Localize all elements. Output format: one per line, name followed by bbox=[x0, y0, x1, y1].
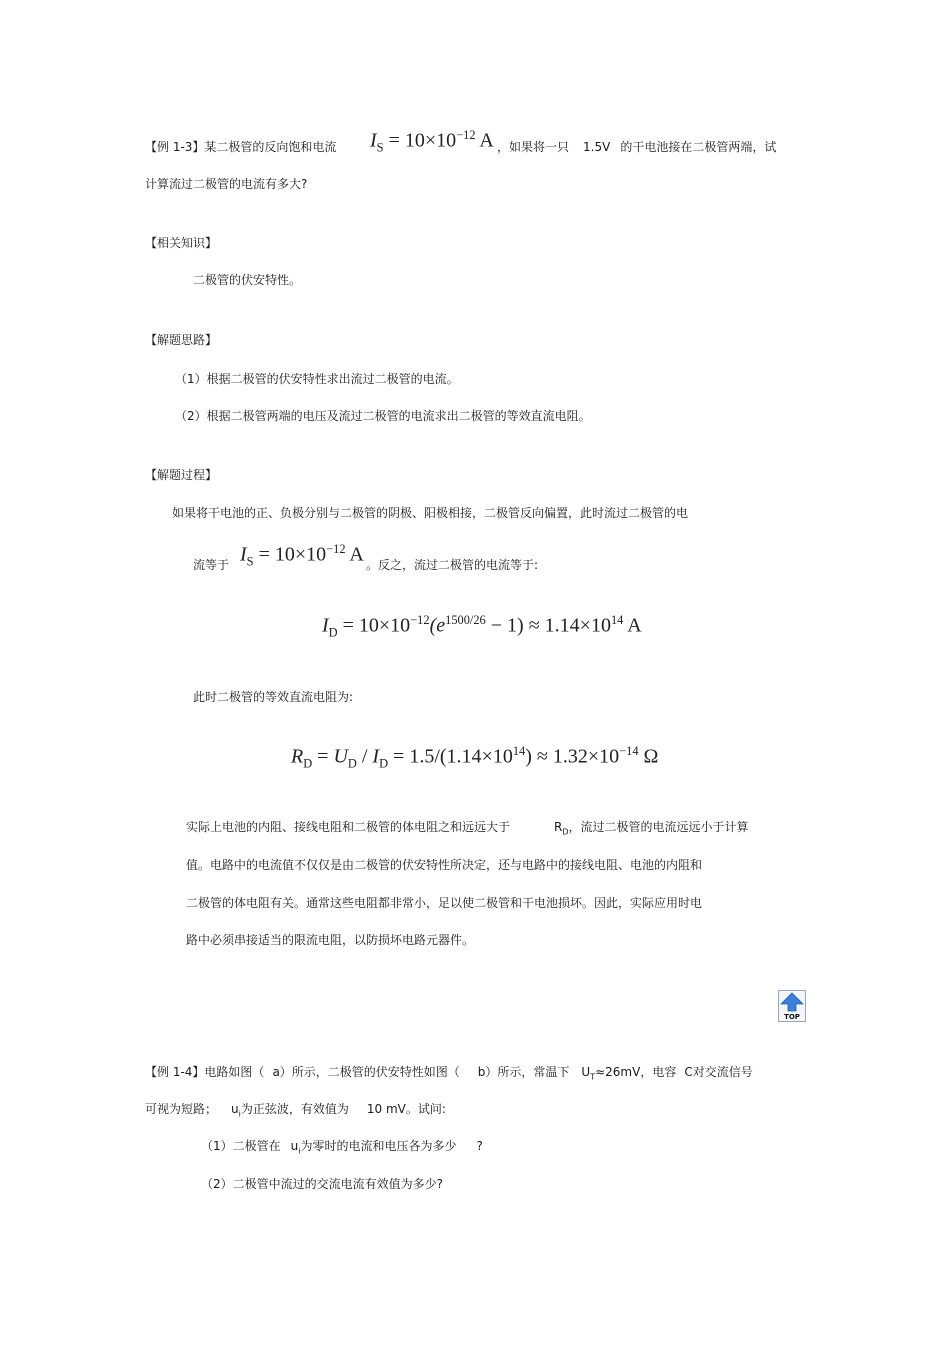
approach-step-1: （1）根据二极管的伏安特性求出流过二极管的电流。 bbox=[175, 372, 459, 386]
question-text: 的干电池接在二极管两端，试 bbox=[620, 140, 777, 154]
knowledge-text: 二极管的伏安特性。 bbox=[193, 273, 302, 287]
input-voltage-subscript: i bbox=[238, 1109, 241, 1119]
paragraph-text: 实际上电池的内阻、接线电阻和二极管的体电阻之和远远大于 bbox=[186, 820, 511, 834]
paragraph-line-2: 值。电路中的电流值不仅仅是由二极管的伏安特性所决定，还与电路中的接线电阻、电池的内阻和 bbox=[186, 858, 703, 872]
question-text: 某二极管的反向饱和电流 bbox=[204, 140, 337, 154]
process-line-2b: 。反之，流过二极管的电流等于: bbox=[366, 558, 539, 572]
formula-rhs: = 10×10 bbox=[342, 614, 411, 637]
paragraph-line-3: 二极管的体电阻有关。通常这些电阻都非常小，足以使二极管和干电池损坏。因此，实际应用时电 bbox=[186, 896, 703, 910]
formula-symbol: I bbox=[240, 543, 247, 566]
paragraph-line-1 bbox=[186, 819, 749, 840]
reverse-current-formula bbox=[240, 542, 364, 570]
example-1-3-title: 【例 1-3】 bbox=[145, 140, 205, 154]
top-label: TOP bbox=[784, 1013, 800, 1021]
resistance-symbol: R bbox=[554, 820, 563, 834]
formula-rhs: = 10×10 bbox=[388, 129, 457, 152]
formula-exponent: −12 bbox=[456, 128, 476, 142]
formula-symbol: R bbox=[291, 745, 304, 768]
question-text: 可视为短路； bbox=[145, 1102, 218, 1116]
approach-step-2: （2）根据二极管两端的电压及流过二极管的电流求出二极管的等效直流电阻。 bbox=[175, 409, 591, 423]
thermal-voltage-subscript: T bbox=[590, 1072, 596, 1082]
formula-result: − 1) ≈ 1.14×10 bbox=[485, 614, 611, 637]
approach-heading: 【解题思路】 bbox=[145, 333, 218, 347]
formula-exponent: 14 bbox=[512, 744, 526, 758]
process-line-2a: 流等于 bbox=[193, 558, 230, 572]
formula-subscript: S bbox=[376, 140, 384, 155]
formula-unit: A bbox=[623, 614, 642, 637]
question-text: b）所示，常温下 bbox=[477, 1065, 570, 1079]
formula-symbol: I bbox=[370, 129, 377, 152]
diode-current-formula bbox=[322, 613, 642, 641]
process-line-1: 如果将干电池的正、负极分别与二极管的阴极、阳极相接，二极管反向偏置，此时流过二极管的电 bbox=[172, 506, 689, 520]
formula-subscript: D bbox=[347, 756, 357, 771]
question-text: 电路如图（ bbox=[204, 1065, 265, 1079]
process-heading: 【解题过程】 bbox=[145, 468, 218, 482]
question-line-2: 计算流过二极管的电流有多大? bbox=[145, 177, 308, 191]
example-1-4-question-2: （2）二极管中流过的交流电流有效值为多少? bbox=[201, 1177, 444, 1191]
knowledge-heading: 【相关知识】 bbox=[145, 236, 218, 250]
thermal-voltage-symbol: U bbox=[581, 1065, 591, 1079]
resistance-intro: 此时二极管的等效直流电阻为: bbox=[193, 690, 354, 704]
formula-subscript: D bbox=[379, 756, 389, 771]
question-text: a）所示，二极管的伏安特性如图（ bbox=[272, 1065, 460, 1079]
formula-divide: / bbox=[361, 745, 368, 768]
question-text: ≈26mV，电容 bbox=[595, 1065, 677, 1079]
formula-symbol: U bbox=[333, 745, 348, 768]
question-text: （1）二极管在 bbox=[201, 1139, 281, 1153]
input-voltage-symbol: u bbox=[231, 1102, 239, 1116]
formula-subscript: D bbox=[328, 625, 338, 640]
input-voltage-subscript: i bbox=[298, 1146, 301, 1156]
formula-exponent-fraction: 1500/26 bbox=[445, 613, 486, 627]
formula-symbol: I bbox=[372, 745, 380, 768]
question-mark: ? bbox=[476, 1139, 483, 1153]
example-1-4-line-1 bbox=[145, 1064, 753, 1085]
battery-voltage: 1.5V bbox=[583, 140, 611, 154]
formula-exponent: 14 bbox=[610, 613, 624, 627]
question-text: 10 mV。试问: bbox=[366, 1102, 446, 1116]
formula-unit: A bbox=[345, 543, 364, 566]
input-voltage-symbol: u bbox=[290, 1139, 299, 1153]
question-text: ，如果将一只 bbox=[497, 140, 570, 154]
example-1-4-question-1 bbox=[201, 1138, 483, 1159]
formula-subscript: D bbox=[303, 756, 313, 771]
formula-exp-base: (e bbox=[429, 614, 446, 637]
arrow-up-icon bbox=[779, 991, 805, 1021]
formula-result: ) ≈ 1.32×10 bbox=[525, 745, 620, 768]
example-1-3-question bbox=[145, 139, 336, 155]
formula-exponent: −12 bbox=[410, 613, 430, 627]
example-1-4-line-2 bbox=[145, 1101, 446, 1122]
formula-subscript: S bbox=[246, 554, 254, 569]
formula-unit: A bbox=[475, 129, 494, 152]
formula-unit: Ω bbox=[638, 745, 659, 768]
formula-rhs: = 1.5/(1.14×10 bbox=[388, 745, 513, 768]
back-to-top-button[interactable] bbox=[778, 990, 806, 1022]
formula-exponent: −14 bbox=[619, 744, 639, 758]
resistance-subscript: D bbox=[562, 827, 569, 837]
formula-exponent: −12 bbox=[326, 542, 346, 556]
paragraph-line-4: 路中必须串接适当的限流电阻，以防损坏电路元器件。 bbox=[186, 933, 475, 947]
question-text: 为正弦波，有效值为 bbox=[240, 1102, 349, 1116]
formula-equals: = bbox=[317, 745, 329, 768]
question-text: 为零时的电流和电压各为多少 bbox=[300, 1139, 457, 1153]
question-continuation bbox=[497, 139, 776, 155]
dc-resistance-formula bbox=[291, 744, 658, 772]
example-1-4-title: 【例 1-4】 bbox=[145, 1065, 205, 1079]
saturation-current-formula bbox=[370, 128, 494, 156]
paragraph-text: ，流过二极管的电流远远小于计算 bbox=[568, 820, 749, 834]
formula-symbol: I bbox=[322, 614, 329, 637]
formula-rhs: = 10×10 bbox=[258, 543, 327, 566]
question-text: C对交流信号 bbox=[684, 1065, 753, 1079]
